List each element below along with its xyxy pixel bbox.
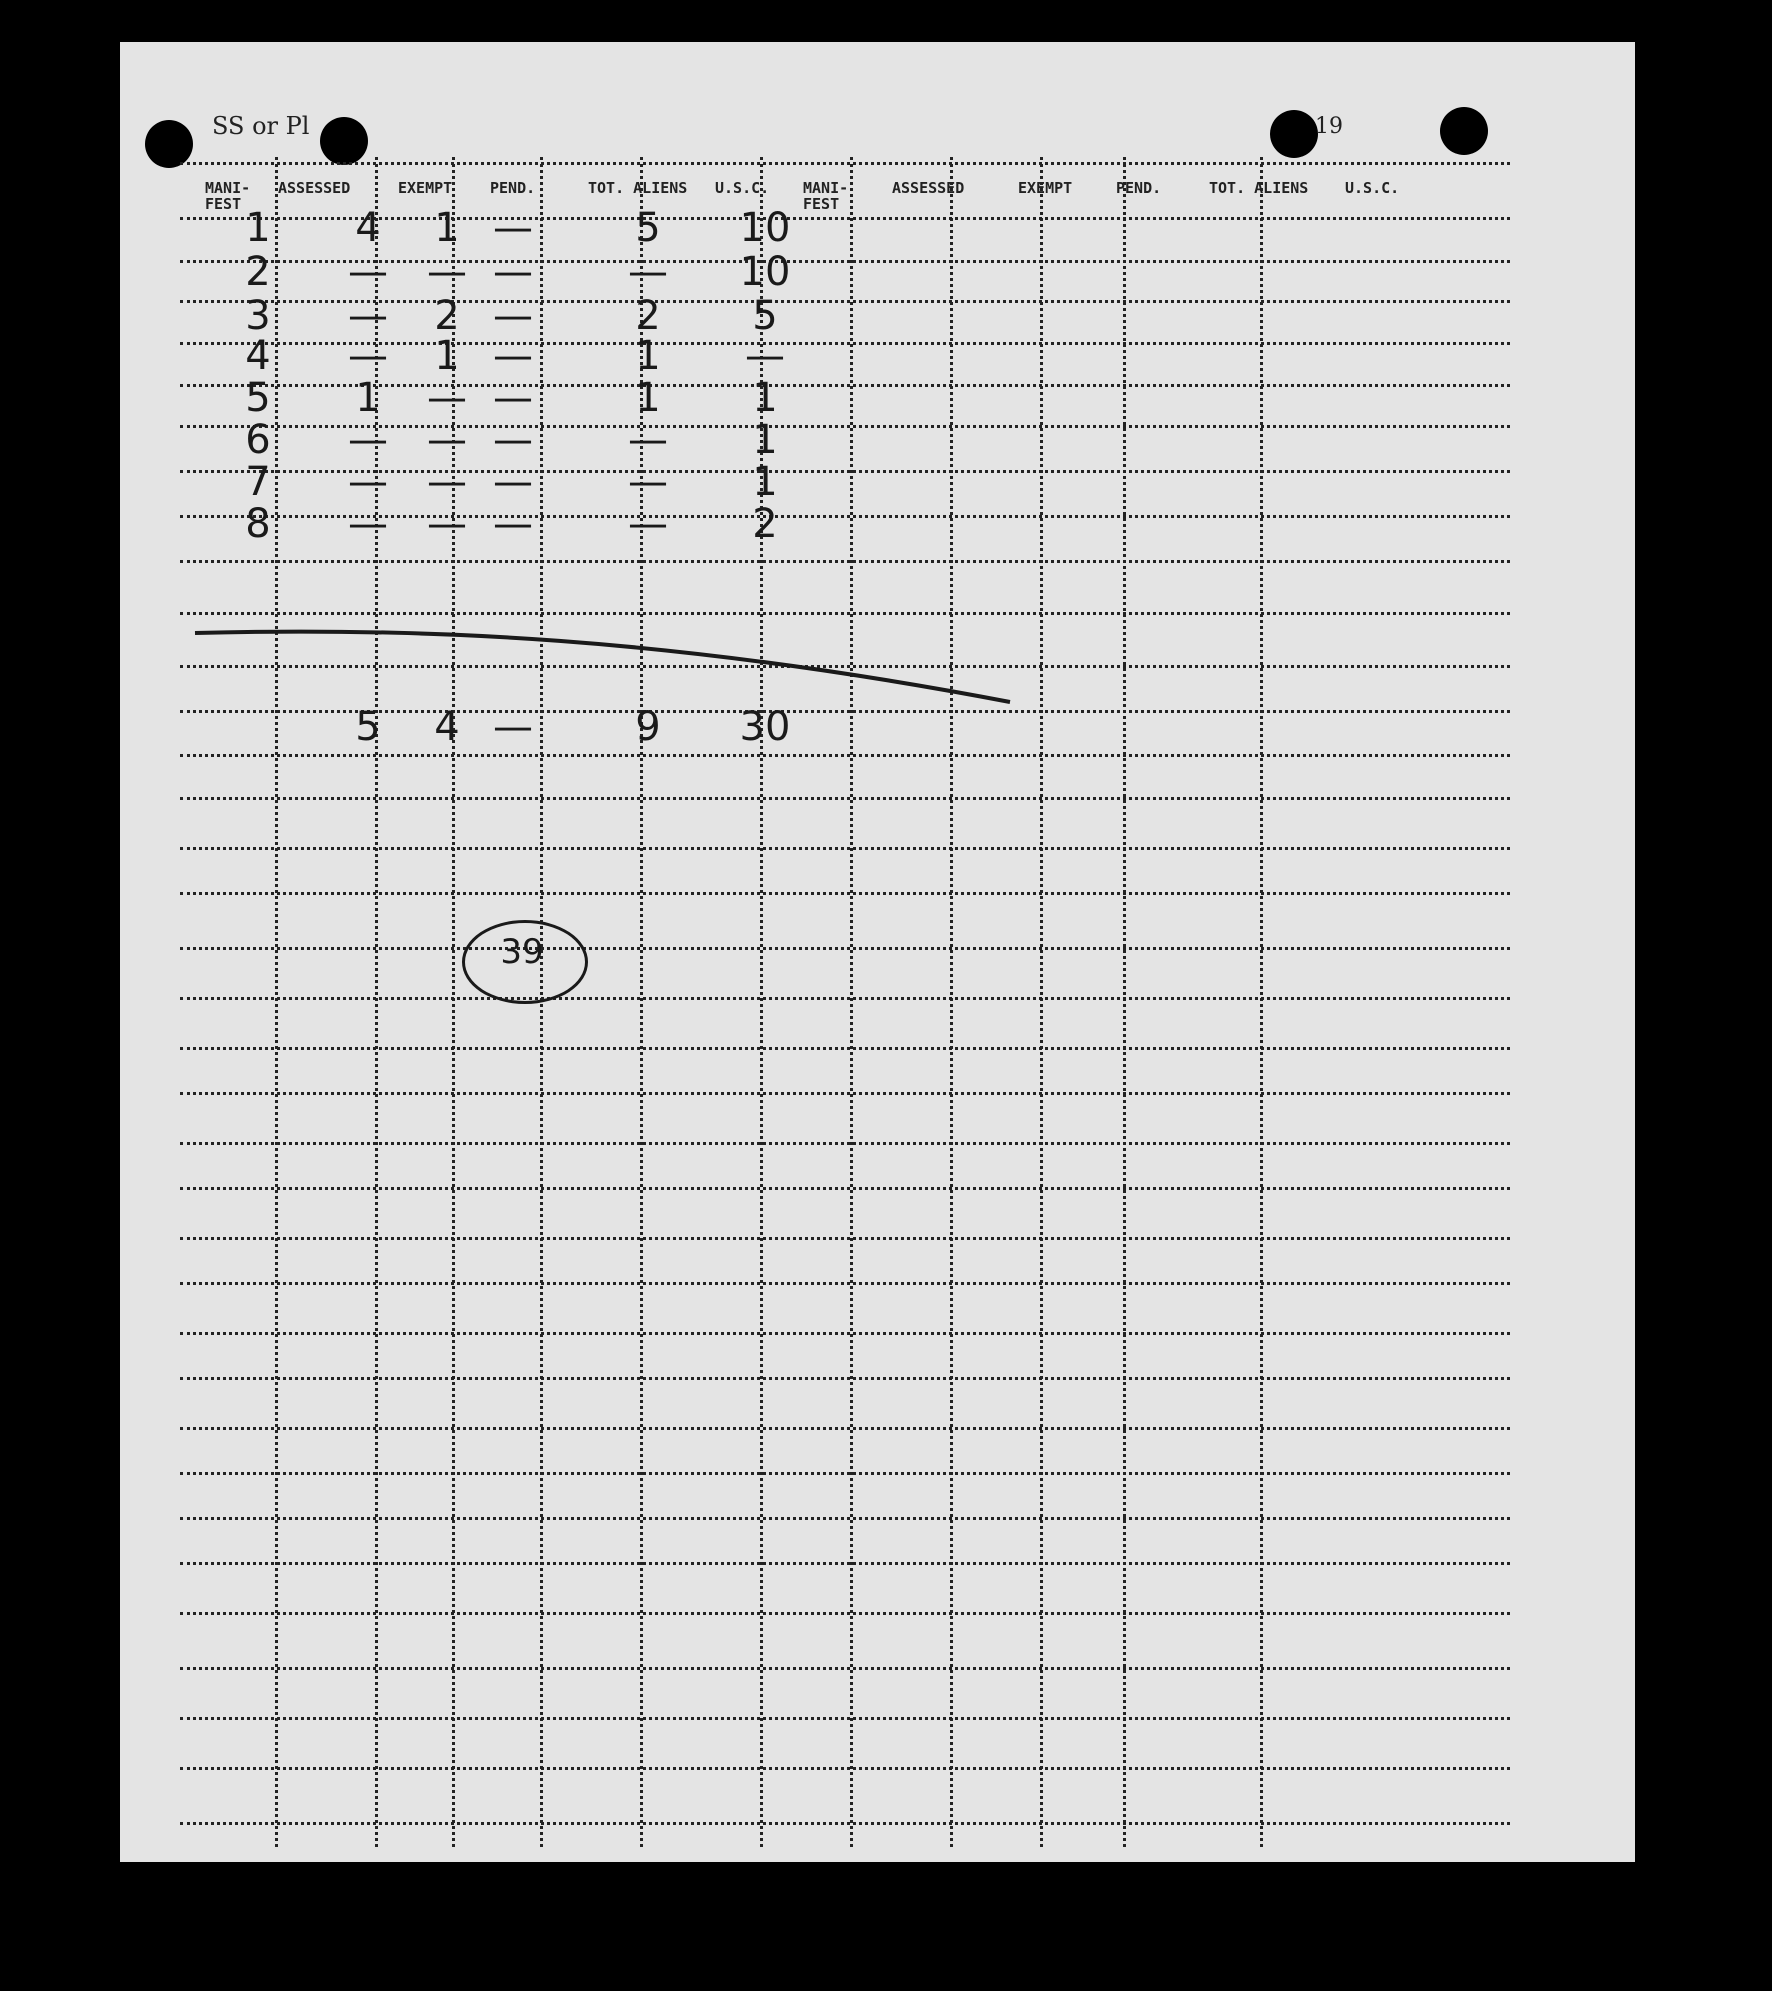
ledger-cell: —	[745, 333, 785, 379]
year-label: 19	[1315, 114, 1343, 139]
ledger-cell: 6	[245, 417, 271, 463]
ledger-cell: —	[348, 293, 388, 339]
ledger-cell: —	[348, 459, 388, 505]
column-header: MANI- FEST	[803, 179, 849, 213]
ledger-cell: 10	[739, 249, 791, 295]
ledger-cell: 10	[739, 205, 791, 251]
column-header: TOT. ALIENS	[588, 179, 688, 197]
ledger-cell: —	[493, 459, 533, 505]
ledger-cell: —	[427, 375, 467, 421]
grand-total: 39	[500, 932, 544, 972]
column-header: EXEMPT	[1018, 179, 1073, 197]
document-page	[120, 42, 1635, 1862]
vessel-label: SS or Pl	[212, 112, 310, 140]
ledger-cell: 1	[752, 417, 778, 463]
ledger-cell: —	[628, 459, 668, 505]
ledger-cell: 2	[434, 293, 460, 339]
ledger-cell: 1	[245, 205, 271, 251]
ledger-cell: —	[427, 459, 467, 505]
ledger-total-cell: —	[493, 704, 533, 750]
ledger-cell: —	[628, 249, 668, 295]
column-header: U.S.C.	[715, 179, 770, 197]
ledger-cell: 3	[245, 293, 271, 339]
ledger-cell: —	[493, 205, 533, 251]
ledger-cell: —	[348, 249, 388, 295]
column-header: TOT. ALIENS	[1209, 179, 1309, 197]
ledger-cell: —	[493, 333, 533, 379]
ledger-cell: —	[628, 417, 668, 463]
column-header: PEND.	[1116, 179, 1162, 197]
ledger-cell: —	[493, 249, 533, 295]
ledger-cell: 2	[752, 501, 778, 547]
ledger-cell: 1	[635, 333, 661, 379]
column-header: ASSESSED	[892, 179, 965, 197]
ledger-cell: 5	[245, 375, 271, 421]
ledger-total-cell: 9	[635, 704, 661, 750]
column-header: ASSESSED	[278, 179, 351, 197]
ledger-cell: 4	[355, 205, 381, 251]
ledger-cell: 1	[752, 459, 778, 505]
column-header: MANI- FEST	[205, 179, 251, 213]
ledger-cell: —	[493, 375, 533, 421]
column-header: EXEMPT	[398, 179, 453, 197]
ledger-cell: 7	[245, 459, 271, 505]
ledger-cell: —	[493, 417, 533, 463]
ledger-cell: 1	[752, 375, 778, 421]
column-header: U.S.C.	[1345, 179, 1400, 197]
ledger-total-cell: 5	[355, 704, 381, 750]
ledger-cell: 2	[635, 293, 661, 339]
ledger-cell: 1	[635, 375, 661, 421]
ledger-cell: 5	[635, 205, 661, 251]
ledger-cell: 8	[245, 501, 271, 547]
ledger-cell: —	[493, 293, 533, 339]
ledger-cell: —	[348, 417, 388, 463]
ledger-cell: 1	[434, 333, 460, 379]
ledger-total-cell: 30	[739, 704, 791, 750]
ledger-cell: —	[348, 333, 388, 379]
ledger-cell: 4	[245, 333, 271, 379]
column-header: PEND.	[490, 179, 536, 197]
ledger-cell: 5	[752, 293, 778, 339]
ledger-cell: —	[427, 417, 467, 463]
ledger-cell: 2	[245, 249, 271, 295]
ledger-cell: 1	[355, 375, 381, 421]
ledger-cell: —	[628, 501, 668, 547]
ledger-total-cell: 4	[434, 704, 460, 750]
strike-line	[120, 42, 1635, 1862]
ledger-cell: 1	[434, 205, 460, 251]
ledger-cell: —	[427, 501, 467, 547]
ledger-cell: —	[427, 249, 467, 295]
ledger-cell: —	[348, 501, 388, 547]
ledger-cell: —	[493, 501, 533, 547]
